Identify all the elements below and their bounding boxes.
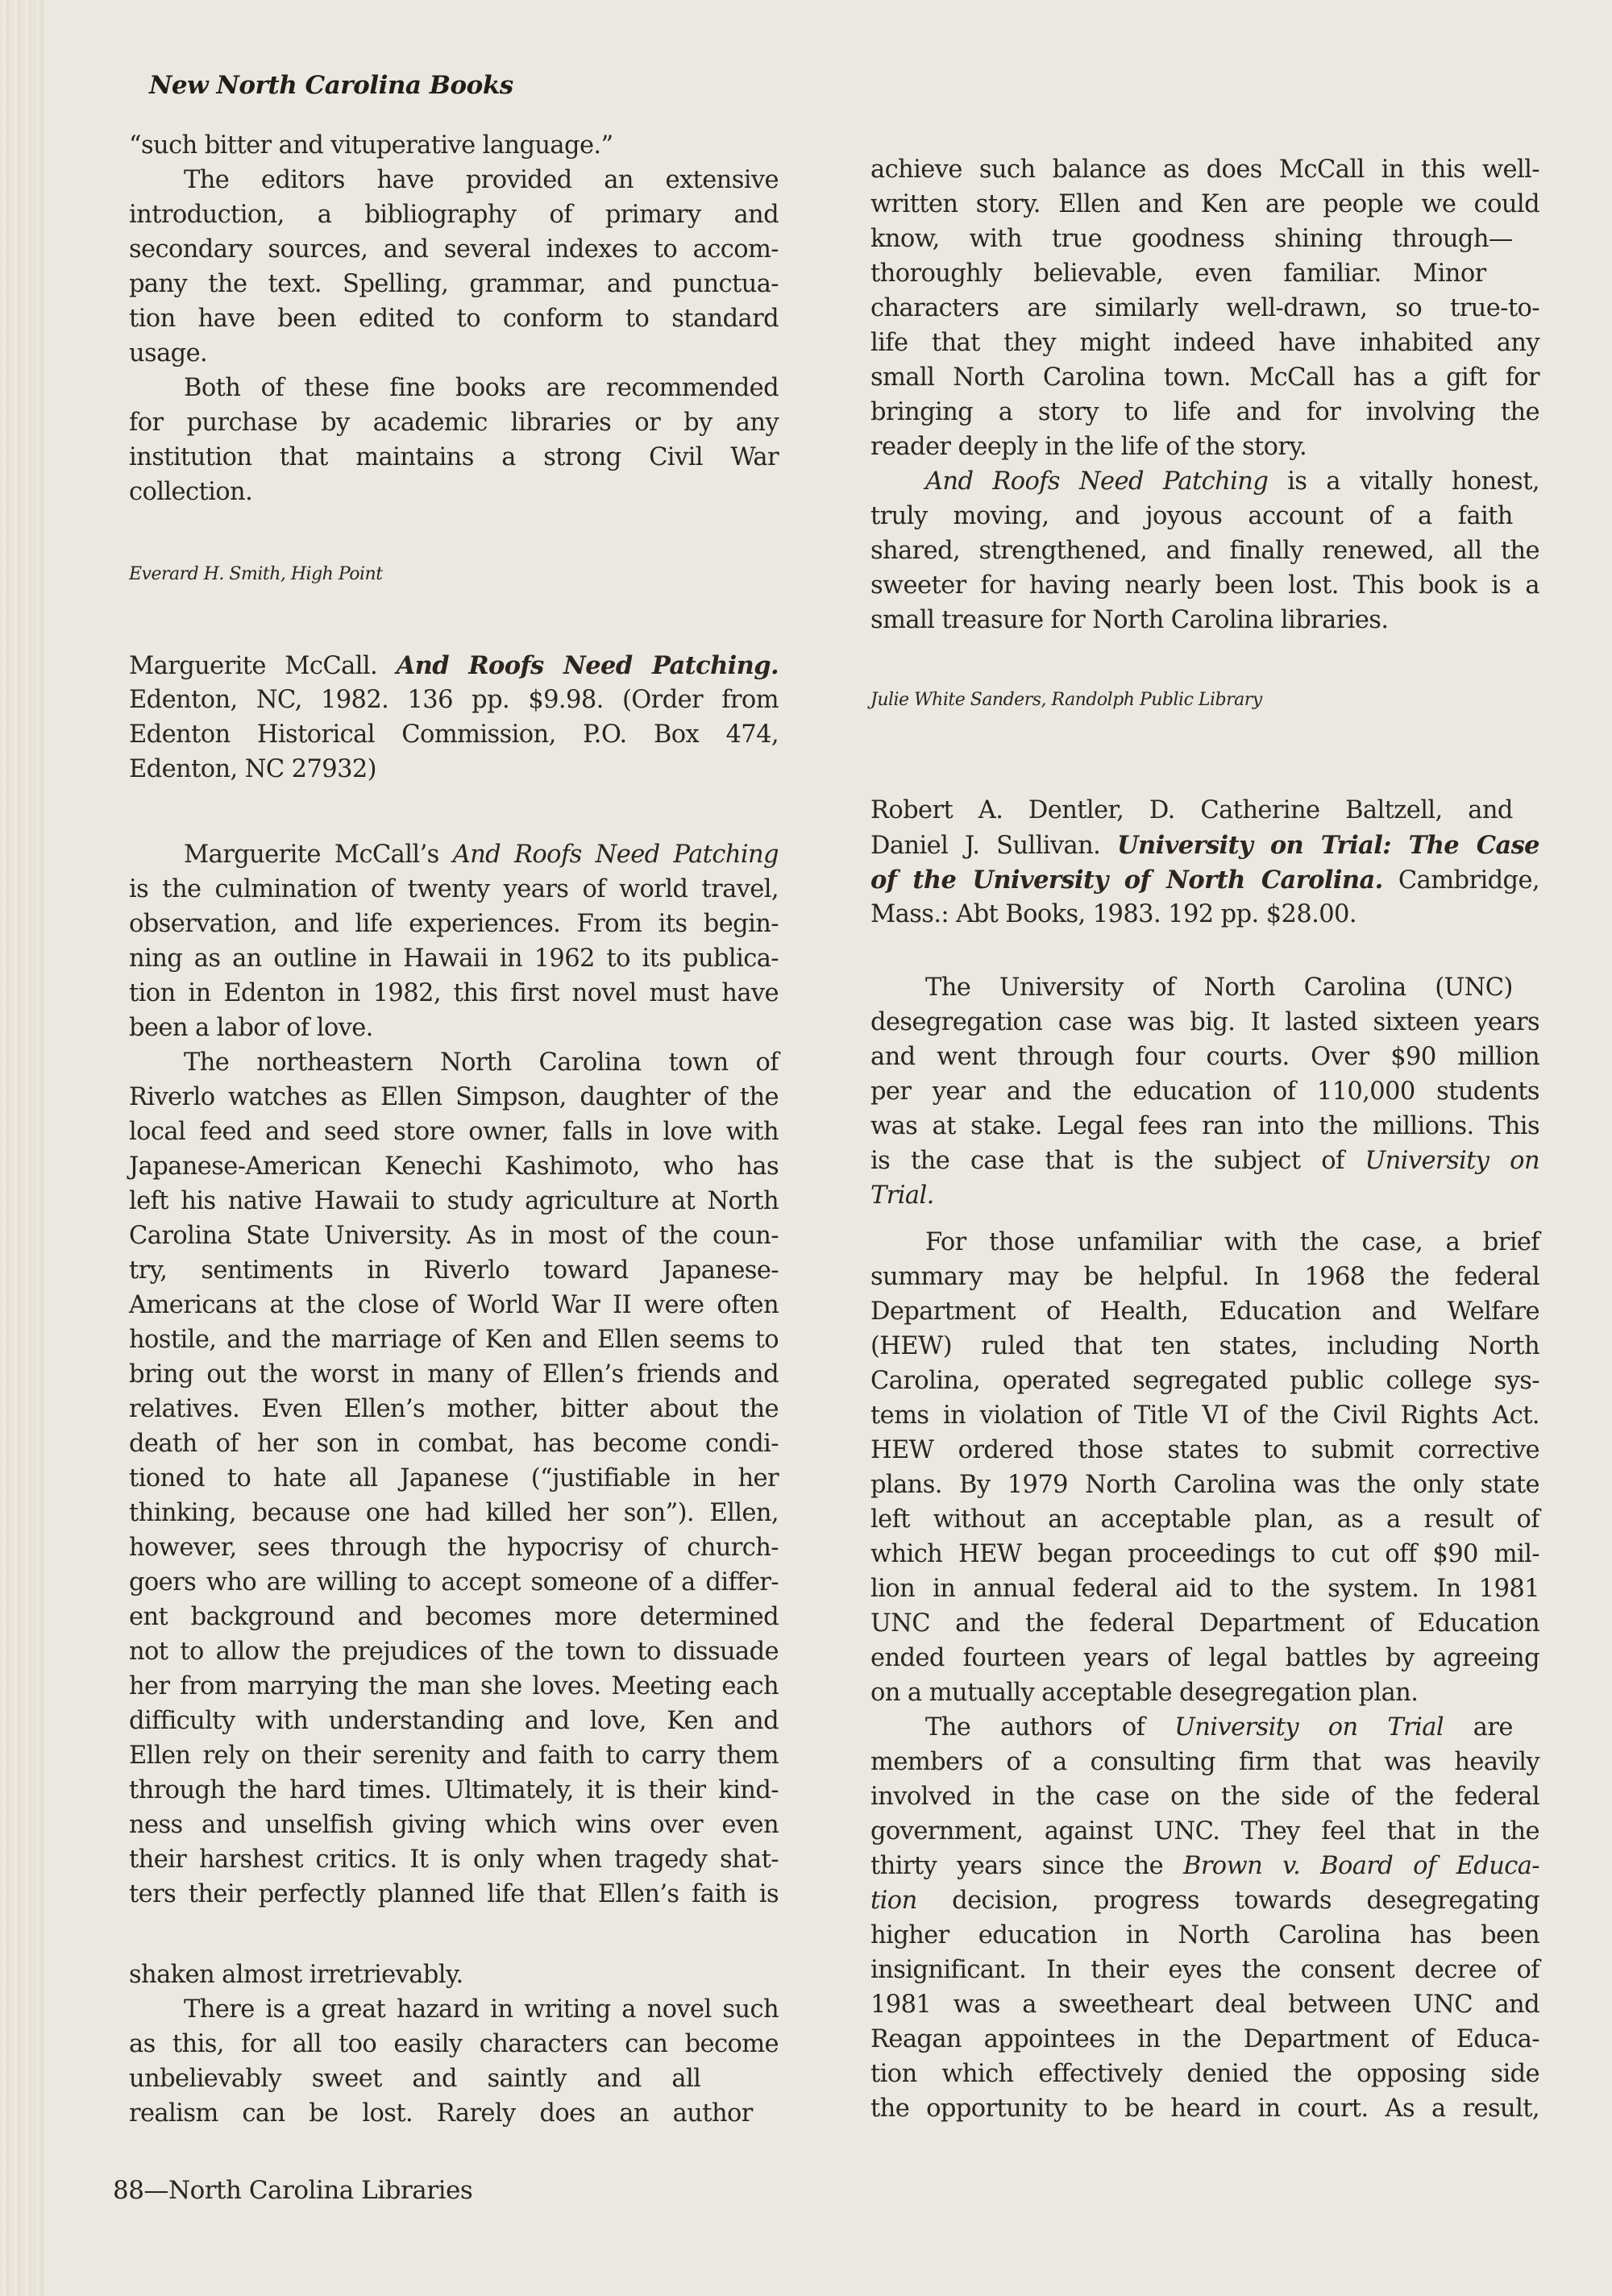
text-line: left his native Hawaii to study agriculture at North [129,1187,779,1215]
text-line [870,1711,1513,1745]
text-line: and went through four courts. Over $90 million [870,1043,1539,1071]
text-line: summary may be helpful. In 1968 the federal [870,1263,1539,1291]
citation-line: Mass.: Abt Books, 1983. 192 pp. $28.00. [870,900,1356,928]
text-line: Carolina, operated segregated public college sys- [870,1367,1539,1395]
text-line: reader deeply in the life of the story. [870,433,1307,461]
text-line: try, sentiments in Riverlo toward Japanese- [129,1256,779,1285]
text-line: Japanese-American Kenechi Kashimoto, who has [129,1152,779,1181]
reviewer-signature: Everard H. Smith, High Point [129,564,383,584]
text-line: tion which effectively denied the opposing side [870,2060,1539,2088]
citation-line [870,828,1539,863]
text-line: ness and unselfish giving which wins over even [129,1811,779,1839]
text-line [870,1144,1539,1178]
text-line: higher education in North Carolina has been [870,1921,1539,1949]
text-run: decision, progress towards desegregating [916,1887,1539,1915]
text-line: There is a great hazard in writing a novel such [184,1995,779,2024]
text-line: bring out the worst in many of Ellen’s friends and [129,1360,779,1389]
citation-line: Edenton Historical Commission, P.O. Box 474, [129,720,779,749]
citation-line: Edenton, NC, 1982. 136 pp. $9.98. (Order from [129,686,779,714]
text-line: involved in the case on the side of the federal [870,1783,1539,1811]
text-line: through the hard times. Ultimately, it is their kind- [129,1776,779,1804]
text-line: unbelievably sweet and saintly and all [129,2065,701,2093]
text-line: achieve such balance as does McCall in this well- [870,156,1539,184]
text-line: thinking, because one had killed her son”). Ellen, [129,1499,779,1527]
text-line: insignificant. In their eyes the consent decree of [870,1956,1539,1984]
text-run: Marguerite McCall’s [184,841,453,869]
text-run: thirty years since the [870,1852,1184,1880]
text-line: (HEW) ruled that ten states, including North [870,1332,1539,1360]
text-run: Cambridge, [1382,866,1539,895]
text-line: know, with true goodness shining through— [870,225,1513,253]
text-line [870,1850,1539,1883]
book-title-italic: And Roofs Need Patching [452,841,779,869]
text-run: The authors of [925,1713,1175,1742]
reviewer-signature: Julie White Sanders, Randolph Public Library [870,690,1262,710]
book-author: Daniel J. Sullivan. [870,832,1118,860]
text-line: UNC and the federal Department of Education [870,1609,1539,1638]
text-line: for purchase by academic libraries or by any [129,409,779,437]
text-line: ent background and becomes more determined [129,1603,779,1631]
text-line: shaken almost irretrievably. [129,1961,463,1989]
text-line [870,1179,1539,1213]
text-line: per year and the education of 110,000 students [870,1077,1539,1106]
text-run: are [1444,1713,1513,1742]
text-line: characters are similarly well-drawn, so true-to- [870,294,1539,322]
text-line: desegregation case was big. It lasted sixteen years [870,1008,1539,1036]
text-line: was at stake. Legal fees ran into the millions. This [870,1112,1539,1140]
text-line: introduction, a bibliography of primary and [129,201,779,229]
text-line: institution that maintains a strong Civil War [129,443,779,471]
text-line: truly moving, and joyous account of a faith [870,502,1513,530]
text-line: shared, strengthened, and finally renewed, all the [870,537,1539,565]
text-line [870,1884,1539,1918]
text-line: sweeter for having nearly been lost. This book is a [870,571,1539,600]
text-line: Reagan appointees in the Department of Educa- [870,2025,1539,2053]
text-line [129,838,779,872]
text-line: is the culmination of twenty years of world travel, [129,875,779,903]
text-line [870,465,1539,499]
text-line: Department of Health, Education and Welfare [870,1297,1539,1326]
text-line: which HEW began proceedings to cut off $90 mil- [870,1540,1539,1568]
text-line: life that they might indeed have inhabited any [870,329,1539,357]
book-title: And Roofs Need Patching. [396,651,779,680]
text-line: Both of these fine books are recommended [184,374,779,402]
text-line: death of her son in combat, has become condi- [129,1430,779,1458]
page-edge [0,0,45,2296]
text-line: The editors have provided an extensive [184,166,779,194]
text-run: is a vitally honest, [1268,467,1539,496]
text-line: left without an acceptable plan, as a result of [870,1505,1539,1534]
text-line: small treasure for North Carolina libraries. [870,606,1389,634]
book-title-italic: University on [1365,1147,1539,1175]
case-name-italic: Brown v. Board of Educa- [1183,1852,1540,1880]
text-line: relatives. Even Ellen’s mother, bitter about the [129,1395,779,1423]
book-author: Marguerite McCall. [129,652,378,680]
text-line: goers who are willing to accept someone of a differ- [129,1568,779,1596]
text-line: as this, for all too easily characters can become [129,2030,779,2058]
text-line: however, sees through the hypocrisy of church- [129,1534,779,1562]
book-title-italic: University on Trial [1174,1713,1444,1742]
text-line: her from marrying the man she loves. Meeting each [129,1672,779,1700]
text-line: hostile, and the marriage of Ken and Ellen seems to [129,1326,779,1354]
text-line: 1981 was a sweetheart deal between UNC and [870,1991,1539,2019]
text-line: members of a consulting firm that was heavily [870,1748,1539,1776]
case-name-italic: tion [870,1887,917,1915]
citation-line [870,863,1539,898]
text-line: difficulty with understanding and love, Ken and [129,1707,779,1735]
book-title: of the University of North Carolina. [870,866,1383,895]
text-line: For those unfamiliar with the case, a brief [925,1228,1539,1256]
citation-line: Robert A. Dentler, D. Catherine Baltzell, and [870,796,1513,824]
text-line: ning as an outline in Hawaii in 1962 to its publica- [129,945,779,973]
book-title-italic: Trial. [870,1181,934,1210]
text-line: Carolina State University. As in most of the coun- [129,1222,779,1250]
text-line: their harshest critics. It is only when tragedy shat- [129,1846,779,1874]
text-line: been a labor of love. [129,1014,373,1042]
text-line: thoroughly believable, even familiar. Minor [870,259,1486,288]
text-line: Riverlo watches as Ellen Simpson, daughter of the [129,1083,779,1111]
text-line: plans. By 1979 North Carolina was the only state [870,1471,1539,1499]
page-folio: 88—North Carolina Libraries [113,2176,473,2205]
text-line: “such bitter and vituperative language.” [129,131,613,160]
text-line: ended fourteen years of legal battles by agreeing [870,1644,1539,1672]
text-line: The northeastern North Carolina town of [184,1048,779,1077]
citation-line [129,649,779,683]
text-line: the opportunity to be heard in court. As a result, [870,2095,1539,2123]
text-line: realism can be lost. Rarely does an author [129,2099,753,2128]
text-line: government, against UNC. They feel that in the [870,1817,1539,1846]
text-line: tioned to hate all Japanese (“justifiable in her [129,1464,779,1493]
text-line: secondary sources, and several indexes to accom- [129,235,779,264]
text-line: tems in violation of Title VI of the Civil Rights Act. [870,1401,1539,1430]
text-line: HEW ordered those states to submit corrective [870,1436,1539,1464]
text-line: small North Carolina town. McCall has a gift for [870,363,1539,392]
text-line: tion have been edited to conform to standard [129,305,779,333]
text-line: collection. [129,478,253,506]
text-line: Americans at the close of World War II were often [129,1291,779,1319]
book-title-italic: And Roofs Need Patching [925,467,1269,496]
text-line: The University of North Carolina (UNC) [925,974,1513,1002]
text-line: ters their perfectly planned life that Ellen’s faith is [129,1880,779,1908]
text-line: usage. [129,339,208,367]
book-title: University on Trial: The Case [1117,831,1539,860]
text-line: lion in annual federal aid to the system. In 1981 [870,1575,1539,1603]
text-line: local feed and seed store owner, falls in love with [129,1118,779,1146]
text-line: bringing a story to life and for involving the [870,398,1539,426]
text-line: Ellen rely on their serenity and faith to carry them [129,1742,779,1770]
text-run: is the case that is the subject of [870,1147,1365,1175]
text-line: written story. Ellen and Ken are people we could [870,190,1539,218]
text-line: not to allow the prejudices of the town to dissuade [129,1638,779,1666]
citation-line: Edenton, NC 27932) [129,755,376,783]
text-line: tion in Edenton in 1982, this first novel must have [129,979,779,1007]
text-line: pany the text. Spelling, grammar, and punctua- [129,270,779,298]
text-line: observation, and life experiences. From its begin- [129,910,779,938]
running-head: New North Carolina Books [149,71,513,100]
text-line: on a mutually acceptable desegregation plan. [870,1679,1419,1707]
